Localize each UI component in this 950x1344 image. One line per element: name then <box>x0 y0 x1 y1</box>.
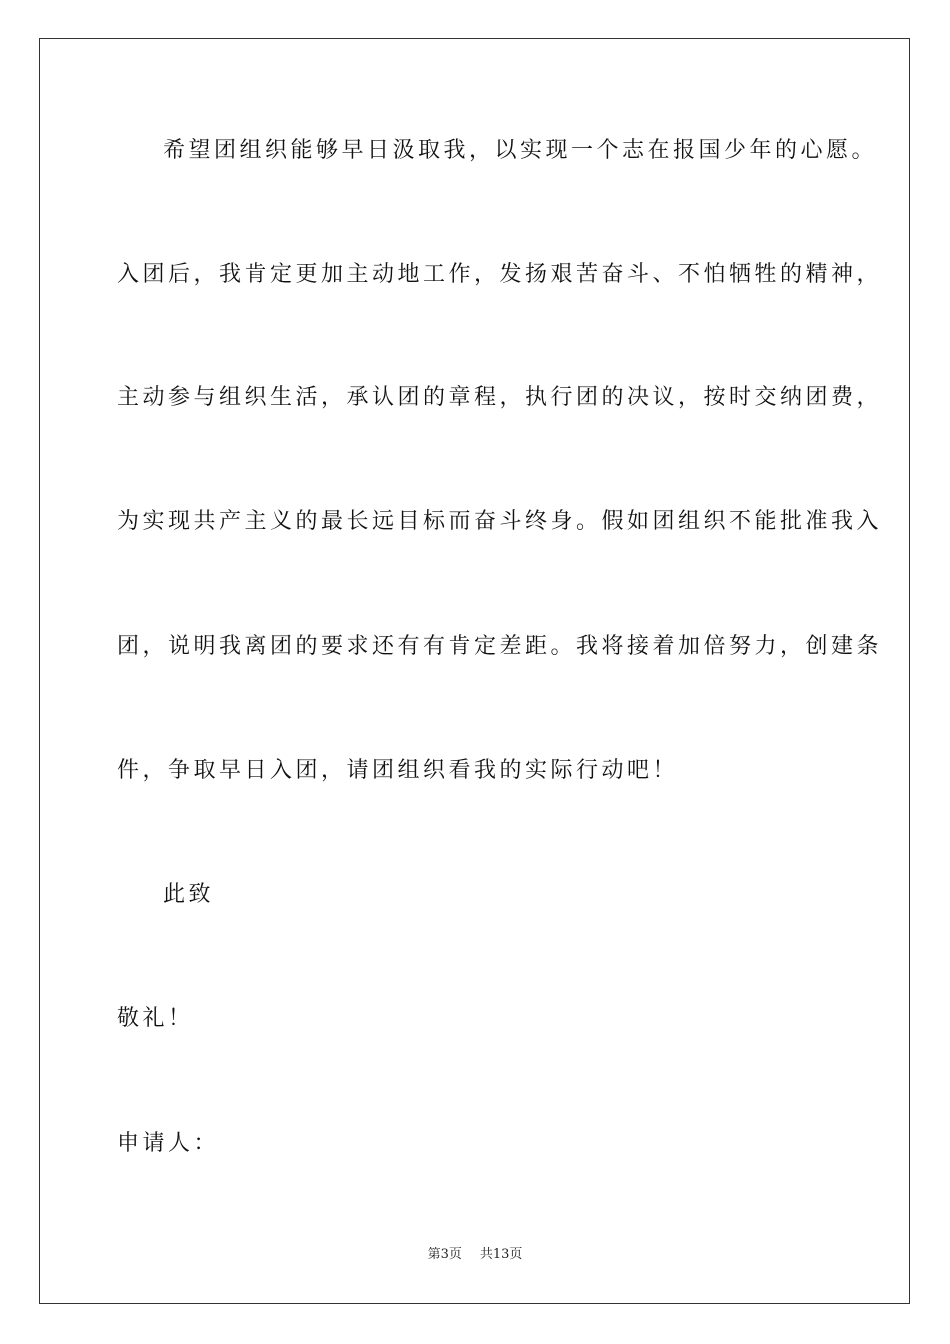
paragraph-line-1: 希望团组织能够早日汲取我，以实现一个志在报国少年的心愿。 <box>163 138 878 163</box>
paragraph-line-5: 团，说明我离团的要求还有有肯定差距。我将接着加倍努力，创建条 <box>117 634 883 659</box>
paragraph-line-4: 为实现共产主义的最长远目标而奋斗终身。假如团组织不能批准我入 <box>117 509 883 534</box>
page-border <box>39 38 910 1304</box>
page-total: 共13页 <box>479 1247 523 1262</box>
signature-label: 申请人： <box>117 1131 220 1156</box>
page-number: 第3页 <box>427 1247 462 1262</box>
salute-text: 敬礼！ <box>117 1006 194 1031</box>
paragraph-line-3: 主动参与组织生活，承认团的章程，执行团的决议，按时交纳团费， <box>117 385 883 410</box>
page-footer <box>0 1246 950 1264</box>
closing-text: 此致 <box>163 882 215 907</box>
paragraph-line-2: 入团后，我肯定更加主动地工作，发扬艰苦奋斗、不怕牺牲的精神， <box>117 262 883 287</box>
paragraph-line-6: 件，争取早日入团，请团组织看我的实际行动吧！ <box>117 758 679 783</box>
